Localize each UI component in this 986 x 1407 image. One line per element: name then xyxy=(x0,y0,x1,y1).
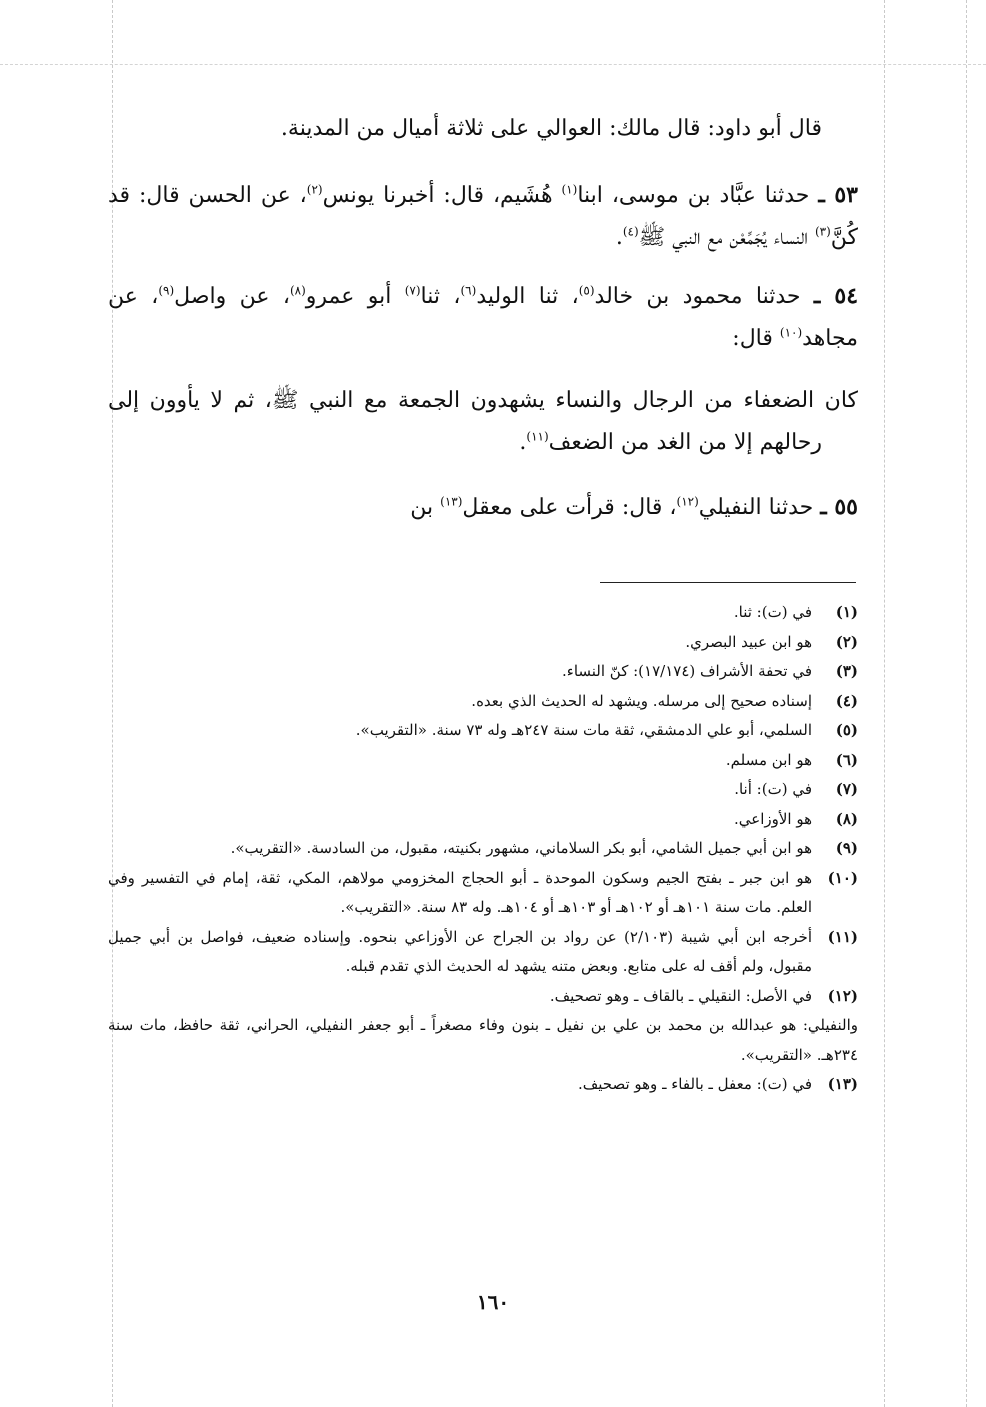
footnote-ref[interactable]: (٣) xyxy=(814,224,831,239)
footnote-item: (٨) هو الأوزاعي. xyxy=(733,809,858,828)
footnote-item: (١١) أخرجه ابن أبي شيبة (٢/١٠٣) عن رواد بن الجراح عن الأوزاعي بنحوه. وإسناده ضعيف، فواصل بن أبي جميل مقبول، ولم أقف له على متابع. وبعض متنه يشهد له الحديث الذي تقدم قبله. xyxy=(108,927,858,975)
footnote-ref[interactable]: (١٢) xyxy=(676,494,699,509)
footnote-item: والنفيلي: هو عبدالله بن محمد بن علي بن نفيل ـ بنون وفاء مصغراً ـ أبو جعفر النفيلي، الحراني، ثقة حافظ، مات سنة ٢٣٤هـ. «التقريب». xyxy=(108,1016,858,1064)
footnote-item: (١) في (ت): ثنا. xyxy=(733,603,858,621)
hadith-53: ٥٣ ـ حدثنا عبَّاد بن موسى، ابنا$^{(١)}$ هُشَيم، قال: أخبرنا يونس$^{(٢)}$، عن الحسن قال: قد كُنَّ$^{(٣)}$ النساء يُجَمِّعْن مع النبي ﷺ$^{(٤)}$. xyxy=(108,182,858,250)
footnote-item: (١٠) هو ابن جبر ـ بفتح الجيم وسكون الموحدة ـ أبو الحجاج المخزومي مولاهم، المكي، ثقة، إمام في التفسير وفي العلم. مات سنة ١٠١هـ أو ١٠٢هـ أو ١٠٣هـ أو ١٠٤هـ. وله ٨٣ سنة. «التقريب». xyxy=(108,868,858,916)
footnote-ref[interactable]: (٥) xyxy=(578,283,595,298)
footnote-ref[interactable]: (١١) xyxy=(526,429,549,444)
footnotes xyxy=(108,598,858,1100)
footnote-ref[interactable]: (٩) xyxy=(158,283,175,298)
footnote-ref[interactable]: (١٣) xyxy=(440,494,463,509)
footnote-ref[interactable]: (٨) xyxy=(289,283,306,298)
page-number: ١٦٠ xyxy=(476,1290,510,1314)
footnote-item: (٢) هو ابن عبيد البصري. xyxy=(685,632,858,651)
footnote-item: (١٢) في الأصل: النقيلي ـ بالقاف ـ وهو تصحيف. xyxy=(549,986,858,1005)
footnote-ref[interactable]: (٢) xyxy=(306,182,323,197)
footnote-ref[interactable]: (١٠) xyxy=(779,325,803,340)
footnote-item: (٤) إسناده صحيح إلى مرسله. ويشهد له الحديث الذي بعده. xyxy=(471,691,858,710)
footnote-ref[interactable]: (٧) xyxy=(404,283,421,298)
footnote-item: (٩) هو ابن أبي جميل الشامي، أبو بكر السلاماني، مشهور بكنيته، مقبول، من السادسة. «التقريب». xyxy=(230,839,858,857)
guide-line xyxy=(0,64,986,65)
footnote-item: (٥) السلمي، أبو علي الدمشقي، ثقة مات سنة ٢٤٧هـ وله ٧٣ سنة. «التقريب». xyxy=(355,721,858,739)
footnote-item: (٧) في (ت): أنا. xyxy=(734,780,858,798)
hadith-number: ٥٣ ـ xyxy=(818,182,858,208)
main-text xyxy=(108,108,858,529)
hadith-54: ٥٤ ـ حدثنا محمود بن خالد$^{(٥)}$، ثنا الوليد$^{(٦)}$، ثنا$^{(٧)}$ أبو عمرو$^{(٨)}$، عن واصل$^{(٩)}$، عن مجاهد$^{(١٠)}$ قال: xyxy=(108,283,859,351)
footnote-item: (٦) هو ابن مسلم. xyxy=(725,750,858,769)
footnote-item: (١٣) في (ت): معفل ـ بالفاء ـ وهو تصحيف. xyxy=(577,1075,858,1093)
footnote-ref[interactable]: (١) xyxy=(561,182,578,197)
footnote-ref[interactable]: (٦) xyxy=(460,283,477,298)
paragraph-malik: قال أبو داود: قال مالك: العوالي على ثلاثة أميال من المدينة. xyxy=(280,116,822,141)
hadith-number: ٥٤ ـ xyxy=(813,283,859,309)
footnote-ref[interactable]: (٤) xyxy=(622,224,639,239)
footnote-divider xyxy=(600,582,856,583)
hadith-55: ٥٥ ـ حدثنا النفيلي$^{(١٢)}$، قال: قرأت على معقل$^{(١٣)}$ بن xyxy=(410,494,858,520)
guide-line xyxy=(884,0,885,1407)
hadith-number: ٥٥ ـ xyxy=(820,494,858,520)
footnote-item: (٣) في تحفة الأشراف (١٧/١٧٤): كنّ النساء. xyxy=(562,662,858,680)
paragraph-weak: كان الضعفاء من الرجال والنساء يشهدون الجمعة مع النبي ﷺ، ثم لا يأوون إلى رحالهم إلا من الغد من الضعف$^{(١١)}$. xyxy=(108,388,858,455)
guide-line xyxy=(966,0,967,1407)
